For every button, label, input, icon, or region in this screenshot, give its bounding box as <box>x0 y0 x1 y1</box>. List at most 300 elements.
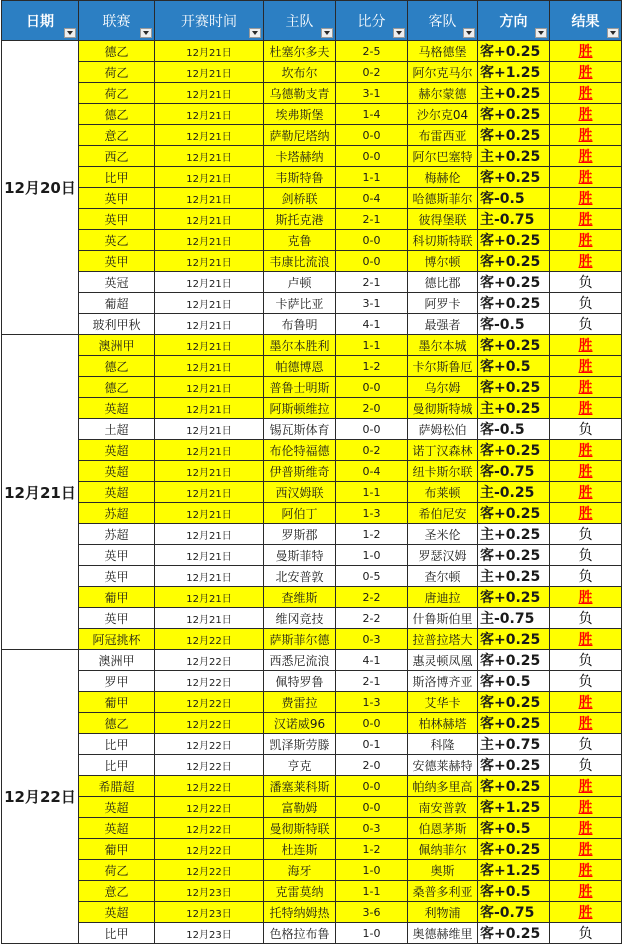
score-cell[interactable]: 0-1 <box>336 734 408 755</box>
home-team-cell[interactable]: 杜连斯 <box>264 839 336 860</box>
score-cell[interactable]: 3-1 <box>336 293 408 314</box>
kickoff-time-cell[interactable]: 12月23日 <box>155 902 264 923</box>
league-cell[interactable]: 比甲 <box>79 923 155 944</box>
league-cell[interactable]: 德乙 <box>79 713 155 734</box>
league-cell[interactable]: 比甲 <box>79 167 155 188</box>
handicap-direction-cell[interactable]: 客+0.25 <box>478 125 550 146</box>
filter-dropdown-icon[interactable] <box>249 28 261 38</box>
result-cell[interactable]: 胜 <box>550 335 622 356</box>
league-cell[interactable]: 葡甲 <box>79 692 155 713</box>
result-cell[interactable]: 胜 <box>550 440 622 461</box>
away-team-cell[interactable]: 希伯尼安 <box>408 503 478 524</box>
kickoff-time-cell[interactable]: 12月21日 <box>155 167 264 188</box>
kickoff-time-cell[interactable]: 12月22日 <box>155 713 264 734</box>
home-team-cell[interactable]: 凯泽斯劳滕 <box>264 734 336 755</box>
kickoff-time-cell[interactable]: 12月21日 <box>155 461 264 482</box>
result-cell[interactable]: 负 <box>550 314 622 335</box>
handicap-direction-cell[interactable]: 主-0.75 <box>478 608 550 629</box>
result-cell[interactable]: 胜 <box>550 839 622 860</box>
away-team-cell[interactable]: 卡尔斯鲁厄 <box>408 356 478 377</box>
league-cell[interactable]: 英超 <box>79 398 155 419</box>
home-team-cell[interactable]: 曼斯菲特 <box>264 545 336 566</box>
away-team-cell[interactable]: 科切斯特联 <box>408 230 478 251</box>
handicap-direction-cell[interactable]: 客+0.25 <box>478 230 550 251</box>
handicap-direction-cell[interactable]: 客-0.75 <box>478 902 550 923</box>
result-cell[interactable]: 胜 <box>550 713 622 734</box>
handicap-direction-cell[interactable]: 客+0.25 <box>478 41 550 62</box>
result-cell[interactable]: 胜 <box>550 188 622 209</box>
away-team-cell[interactable]: 萨姆松伯 <box>408 419 478 440</box>
result-cell[interactable]: 负 <box>550 566 622 587</box>
away-team-cell[interactable]: 柏林赫塔 <box>408 713 478 734</box>
handicap-direction-cell[interactable]: 主+0.25 <box>478 83 550 104</box>
away-team-cell[interactable]: 惠灵顿凤凰 <box>408 650 478 671</box>
league-cell[interactable]: 比甲 <box>79 755 155 776</box>
home-team-cell[interactable]: 查维斯 <box>264 587 336 608</box>
kickoff-time-cell[interactable]: 12月22日 <box>155 797 264 818</box>
filter-dropdown-icon[interactable] <box>535 28 547 38</box>
league-cell[interactable]: 比甲 <box>79 734 155 755</box>
filter-dropdown-icon[interactable] <box>607 28 619 38</box>
league-cell[interactable]: 荷乙 <box>79 83 155 104</box>
handicap-direction-cell[interactable]: 客+0.25 <box>478 104 550 125</box>
away-team-cell[interactable]: 最强者 <box>408 314 478 335</box>
home-team-cell[interactable]: 韦康比流浪 <box>264 251 336 272</box>
score-cell[interactable]: 1-0 <box>336 860 408 881</box>
league-cell[interactable]: 希腊超 <box>79 776 155 797</box>
league-cell[interactable]: 英超 <box>79 440 155 461</box>
score-cell[interactable]: 2-0 <box>336 755 408 776</box>
handicap-direction-cell[interactable]: 客+0.5 <box>478 356 550 377</box>
result-cell[interactable]: 胜 <box>550 692 622 713</box>
handicap-direction-cell[interactable]: 客+0.25 <box>478 650 550 671</box>
score-cell[interactable]: 3-6 <box>336 902 408 923</box>
result-cell[interactable]: 胜 <box>550 41 622 62</box>
date-group-cell[interactable]: 12月20日 <box>2 41 79 335</box>
away-team-cell[interactable]: 拉普拉塔大 <box>408 629 478 650</box>
handicap-direction-cell[interactable]: 客+1.25 <box>478 62 550 83</box>
league-cell[interactable]: 荷乙 <box>79 62 155 83</box>
away-team-cell[interactable]: 梅赫伦 <box>408 167 478 188</box>
league-cell[interactable]: 英甲 <box>79 566 155 587</box>
league-cell[interactable]: 澳洲甲 <box>79 335 155 356</box>
handicap-direction-cell[interactable]: 客+1.25 <box>478 797 550 818</box>
handicap-direction-cell[interactable]: 客+0.25 <box>478 272 550 293</box>
away-team-cell[interactable]: 阿尔克马尔 <box>408 62 478 83</box>
league-cell[interactable]: 意乙 <box>79 125 155 146</box>
away-team-cell[interactable]: 纽卡斯尔联 <box>408 461 478 482</box>
result-cell[interactable]: 负 <box>550 923 622 944</box>
away-team-cell[interactable]: 圣米伦 <box>408 524 478 545</box>
handicap-direction-cell[interactable]: 主+0.75 <box>478 734 550 755</box>
handicap-direction-cell[interactable]: 客+0.25 <box>478 545 550 566</box>
score-cell[interactable]: 0-3 <box>336 629 408 650</box>
handicap-direction-cell[interactable]: 客+0.25 <box>478 167 550 188</box>
date-group-cell[interactable]: 12月22日 <box>2 650 79 944</box>
away-team-cell[interactable]: 乌尔姆 <box>408 377 478 398</box>
home-team-cell[interactable]: 富勒姆 <box>264 797 336 818</box>
away-team-cell[interactable]: 利物浦 <box>408 902 478 923</box>
handicap-direction-cell[interactable]: 客+0.5 <box>478 818 550 839</box>
league-cell[interactable]: 罗甲 <box>79 671 155 692</box>
kickoff-time-cell[interactable]: 12月21日 <box>155 314 264 335</box>
away-team-cell[interactable]: 科隆 <box>408 734 478 755</box>
handicap-direction-cell[interactable]: 客+0.25 <box>478 692 550 713</box>
date-group-cell[interactable]: 12月21日 <box>2 335 79 650</box>
score-cell[interactable]: 1-1 <box>336 881 408 902</box>
result-cell[interactable]: 胜 <box>550 62 622 83</box>
away-team-cell[interactable]: 罗瑟汉姆 <box>408 545 478 566</box>
league-cell[interactable]: 德乙 <box>79 41 155 62</box>
home-team-cell[interactable]: 剑桥联 <box>264 188 336 209</box>
away-team-cell[interactable]: 桑普多利亚 <box>408 881 478 902</box>
score-cell[interactable]: 1-2 <box>336 524 408 545</box>
league-cell[interactable]: 英超 <box>79 482 155 503</box>
home-team-cell[interactable]: 卡萨比亚 <box>264 293 336 314</box>
kickoff-time-cell[interactable]: 12月21日 <box>155 293 264 314</box>
league-cell[interactable]: 荷乙 <box>79 860 155 881</box>
home-team-cell[interactable]: 阿伯丁 <box>264 503 336 524</box>
result-cell[interactable]: 胜 <box>550 902 622 923</box>
kickoff-time-cell[interactable]: 12月21日 <box>155 503 264 524</box>
league-cell[interactable]: 苏超 <box>79 503 155 524</box>
kickoff-time-cell[interactable]: 12月21日 <box>155 272 264 293</box>
away-team-cell[interactable]: 南安普敦 <box>408 797 478 818</box>
score-cell[interactable]: 1-1 <box>336 167 408 188</box>
kickoff-time-cell[interactable]: 12月22日 <box>155 650 264 671</box>
away-team-cell[interactable]: 帕纳多里高 <box>408 776 478 797</box>
score-cell[interactable]: 0-5 <box>336 566 408 587</box>
score-cell[interactable]: 1-0 <box>336 923 408 944</box>
handicap-direction-cell[interactable]: 客+0.5 <box>478 881 550 902</box>
score-cell[interactable]: 4-1 <box>336 650 408 671</box>
handicap-direction-cell[interactable]: 客-0.5 <box>478 188 550 209</box>
handicap-direction-cell[interactable]: 客+1.25 <box>478 860 550 881</box>
away-team-cell[interactable]: 佩纳菲尔 <box>408 839 478 860</box>
result-cell[interactable]: 胜 <box>550 104 622 125</box>
kickoff-time-cell[interactable]: 12月21日 <box>155 251 264 272</box>
league-cell[interactable]: 英甲 <box>79 545 155 566</box>
score-cell[interactable]: 0-2 <box>336 440 408 461</box>
result-cell[interactable]: 胜 <box>550 881 622 902</box>
handicap-direction-cell[interactable]: 主+0.25 <box>478 398 550 419</box>
handicap-direction-cell[interactable]: 客+0.25 <box>478 839 550 860</box>
away-team-cell[interactable]: 马格德堡 <box>408 41 478 62</box>
score-cell[interactable]: 2-1 <box>336 671 408 692</box>
handicap-direction-cell[interactable]: 客+0.25 <box>478 377 550 398</box>
away-team-cell[interactable]: 墨尔本城 <box>408 335 478 356</box>
home-team-cell[interactable]: 亨克 <box>264 755 336 776</box>
home-team-cell[interactable]: 布鲁明 <box>264 314 336 335</box>
kickoff-time-cell[interactable]: 12月21日 <box>155 545 264 566</box>
score-cell[interactable]: 0-0 <box>336 125 408 146</box>
filter-dropdown-icon[interactable] <box>140 28 152 38</box>
home-team-cell[interactable]: 乌德勒支青 <box>264 83 336 104</box>
handicap-direction-cell[interactable]: 主-0.75 <box>478 209 550 230</box>
home-team-cell[interactable]: 阿斯顿维拉 <box>264 398 336 419</box>
score-cell[interactable]: 0-0 <box>336 797 408 818</box>
away-team-cell[interactable]: 沙尔克04 <box>408 104 478 125</box>
league-cell[interactable]: 葡甲 <box>79 839 155 860</box>
kickoff-time-cell[interactable]: 12月21日 <box>155 419 264 440</box>
filter-dropdown-icon[interactable] <box>463 28 475 38</box>
away-team-cell[interactable]: 奥德赫维里 <box>408 923 478 944</box>
home-team-cell[interactable]: 罗斯郡 <box>264 524 336 545</box>
score-cell[interactable]: 0-0 <box>336 251 408 272</box>
result-cell[interactable]: 胜 <box>550 860 622 881</box>
home-team-cell[interactable]: 帕德博恩 <box>264 356 336 377</box>
result-cell[interactable]: 胜 <box>550 209 622 230</box>
kickoff-time-cell[interactable]: 12月21日 <box>155 62 264 83</box>
kickoff-time-cell[interactable]: 12月21日 <box>155 356 264 377</box>
result-cell[interactable]: 胜 <box>550 230 622 251</box>
league-cell[interactable]: 澳洲甲 <box>79 650 155 671</box>
away-team-cell[interactable]: 博尔顿 <box>408 251 478 272</box>
away-team-cell[interactable]: 伯恩茅斯 <box>408 818 478 839</box>
handicap-direction-cell[interactable]: 客+0.5 <box>478 671 550 692</box>
away-team-cell[interactable]: 艾华卡 <box>408 692 478 713</box>
result-cell[interactable]: 负 <box>550 545 622 566</box>
kickoff-time-cell[interactable]: 12月21日 <box>155 335 264 356</box>
filter-dropdown-icon[interactable] <box>393 28 405 38</box>
league-cell[interactable]: 英甲 <box>79 188 155 209</box>
handicap-direction-cell[interactable]: 客+0.25 <box>478 923 550 944</box>
kickoff-time-cell[interactable]: 12月21日 <box>155 83 264 104</box>
score-cell[interactable]: 3-1 <box>336 83 408 104</box>
score-cell[interactable]: 1-2 <box>336 839 408 860</box>
home-team-cell[interactable]: 色格拉布鲁 <box>264 923 336 944</box>
kickoff-time-cell[interactable]: 12月22日 <box>155 671 264 692</box>
home-team-cell[interactable]: 埃弗斯堡 <box>264 104 336 125</box>
kickoff-time-cell[interactable]: 12月22日 <box>155 755 264 776</box>
result-cell[interactable]: 负 <box>550 272 622 293</box>
score-cell[interactable]: 0-0 <box>336 713 408 734</box>
away-team-cell[interactable]: 诺丁汉森林 <box>408 440 478 461</box>
result-cell[interactable]: 胜 <box>550 776 622 797</box>
home-team-cell[interactable]: 潘塞莱科斯 <box>264 776 336 797</box>
home-team-cell[interactable]: 普鲁士明斯 <box>264 377 336 398</box>
kickoff-time-cell[interactable]: 12月22日 <box>155 860 264 881</box>
kickoff-time-cell[interactable]: 12月21日 <box>155 188 264 209</box>
away-team-cell[interactable]: 哈德斯菲尔 <box>408 188 478 209</box>
result-cell[interactable]: 胜 <box>550 356 622 377</box>
result-cell[interactable]: 胜 <box>550 377 622 398</box>
result-cell[interactable]: 胜 <box>550 461 622 482</box>
kickoff-time-cell[interactable]: 12月21日 <box>155 125 264 146</box>
home-team-cell[interactable]: 锡瓦斯体育 <box>264 419 336 440</box>
league-cell[interactable]: 英超 <box>79 461 155 482</box>
league-cell[interactable]: 英冠 <box>79 272 155 293</box>
home-team-cell[interactable]: 北安普敦 <box>264 566 336 587</box>
filter-dropdown-icon[interactable] <box>321 28 333 38</box>
handicap-direction-cell[interactable]: 主-0.25 <box>478 482 550 503</box>
result-cell[interactable]: 胜 <box>550 482 622 503</box>
away-team-cell[interactable]: 什鲁斯伯里 <box>408 608 478 629</box>
score-cell[interactable]: 2-5 <box>336 41 408 62</box>
score-cell[interactable]: 0-4 <box>336 188 408 209</box>
score-cell[interactable]: 0-3 <box>336 818 408 839</box>
home-team-cell[interactable]: 萨斯菲尔德 <box>264 629 336 650</box>
result-cell[interactable]: 负 <box>550 419 622 440</box>
league-cell[interactable]: 英超 <box>79 818 155 839</box>
away-team-cell[interactable]: 曼彻斯特城 <box>408 398 478 419</box>
score-cell[interactable]: 1-0 <box>336 545 408 566</box>
filter-dropdown-icon[interactable] <box>64 28 76 38</box>
away-team-cell[interactable]: 唐迪拉 <box>408 587 478 608</box>
handicap-direction-cell[interactable]: 客+0.25 <box>478 503 550 524</box>
away-team-cell[interactable]: 斯洛博齐亚 <box>408 671 478 692</box>
result-cell[interactable]: 负 <box>550 755 622 776</box>
league-cell[interactable]: 意乙 <box>79 881 155 902</box>
result-cell[interactable]: 胜 <box>550 503 622 524</box>
score-cell[interactable]: 1-1 <box>336 482 408 503</box>
kickoff-time-cell[interactable]: 12月22日 <box>155 734 264 755</box>
away-team-cell[interactable]: 安德莱赫特 <box>408 755 478 776</box>
score-cell[interactable]: 0-0 <box>336 377 408 398</box>
result-cell[interactable]: 负 <box>550 608 622 629</box>
score-cell[interactable]: 1-3 <box>336 503 408 524</box>
league-cell[interactable]: 葡甲 <box>79 587 155 608</box>
handicap-direction-cell[interactable]: 主+0.25 <box>478 566 550 587</box>
home-team-cell[interactable]: 克鲁 <box>264 230 336 251</box>
kickoff-time-cell[interactable]: 12月21日 <box>155 440 264 461</box>
kickoff-time-cell[interactable]: 12月21日 <box>155 482 264 503</box>
kickoff-time-cell[interactable]: 12月21日 <box>155 146 264 167</box>
home-team-cell[interactable]: 杜塞尔多夫 <box>264 41 336 62</box>
result-cell[interactable]: 负 <box>550 734 622 755</box>
league-cell[interactable]: 英乙 <box>79 230 155 251</box>
score-cell[interactable]: 0-0 <box>336 146 408 167</box>
kickoff-time-cell[interactable]: 12月21日 <box>155 377 264 398</box>
score-cell[interactable]: 1-4 <box>336 104 408 125</box>
league-cell[interactable]: 德乙 <box>79 377 155 398</box>
score-cell[interactable]: 4-1 <box>336 314 408 335</box>
league-cell[interactable]: 英超 <box>79 902 155 923</box>
kickoff-time-cell[interactable]: 12月21日 <box>155 566 264 587</box>
score-cell[interactable]: 0-4 <box>336 461 408 482</box>
away-team-cell[interactable]: 彼得堡联 <box>408 209 478 230</box>
result-cell[interactable]: 胜 <box>550 818 622 839</box>
away-team-cell[interactable]: 布莱顿 <box>408 482 478 503</box>
score-cell[interactable]: 0-2 <box>336 62 408 83</box>
result-cell[interactable]: 胜 <box>550 587 622 608</box>
away-team-cell[interactable]: 赫尔蒙德 <box>408 83 478 104</box>
league-cell[interactable]: 英甲 <box>79 251 155 272</box>
kickoff-time-cell[interactable]: 12月21日 <box>155 104 264 125</box>
handicap-direction-cell[interactable]: 客+0.25 <box>478 776 550 797</box>
league-cell[interactable]: 西乙 <box>79 146 155 167</box>
score-cell[interactable]: 1-2 <box>336 356 408 377</box>
away-team-cell[interactable]: 布雷西亚 <box>408 125 478 146</box>
kickoff-time-cell[interactable]: 12月21日 <box>155 398 264 419</box>
score-cell[interactable]: 2-2 <box>336 587 408 608</box>
score-cell[interactable]: 2-2 <box>336 608 408 629</box>
home-team-cell[interactable]: 坎布尔 <box>264 62 336 83</box>
league-cell[interactable]: 阿冠挑杯 <box>79 629 155 650</box>
league-cell[interactable]: 苏超 <box>79 524 155 545</box>
result-cell[interactable]: 负 <box>550 293 622 314</box>
home-team-cell[interactable]: 斯托克港 <box>264 209 336 230</box>
handicap-direction-cell[interactable]: 客+0.25 <box>478 251 550 272</box>
league-cell[interactable]: 土超 <box>79 419 155 440</box>
league-cell[interactable]: 英甲 <box>79 209 155 230</box>
home-team-cell[interactable]: 克雷莫纳 <box>264 881 336 902</box>
kickoff-time-cell[interactable]: 12月21日 <box>155 41 264 62</box>
away-team-cell[interactable]: 阿尔巴塞特 <box>408 146 478 167</box>
home-team-cell[interactable]: 佩特罗鲁 <box>264 671 336 692</box>
home-team-cell[interactable]: 汉诺威96 <box>264 713 336 734</box>
score-cell[interactable]: 2-1 <box>336 272 408 293</box>
kickoff-time-cell[interactable]: 12月22日 <box>155 692 264 713</box>
result-cell[interactable]: 负 <box>550 524 622 545</box>
score-cell[interactable]: 1-3 <box>336 692 408 713</box>
away-team-cell[interactable]: 查尔顿 <box>408 566 478 587</box>
home-team-cell[interactable]: 布伦特福德 <box>264 440 336 461</box>
handicap-direction-cell[interactable]: 主+0.25 <box>478 146 550 167</box>
away-team-cell[interactable]: 阿罗卡 <box>408 293 478 314</box>
handicap-direction-cell[interactable]: 客+0.25 <box>478 587 550 608</box>
league-cell[interactable]: 德乙 <box>79 104 155 125</box>
handicap-direction-cell[interactable]: 客+0.25 <box>478 713 550 734</box>
home-team-cell[interactable]: 海牙 <box>264 860 336 881</box>
result-cell[interactable]: 胜 <box>550 146 622 167</box>
home-team-cell[interactable]: 墨尔本胜利 <box>264 335 336 356</box>
result-cell[interactable]: 胜 <box>550 83 622 104</box>
result-cell[interactable]: 胜 <box>550 398 622 419</box>
handicap-direction-cell[interactable]: 客+0.25 <box>478 629 550 650</box>
score-cell[interactable]: 0-0 <box>336 419 408 440</box>
home-team-cell[interactable]: 费雷拉 <box>264 692 336 713</box>
result-cell[interactable]: 胜 <box>550 797 622 818</box>
kickoff-time-cell[interactable]: 12月21日 <box>155 524 264 545</box>
score-cell[interactable]: 2-0 <box>336 398 408 419</box>
home-team-cell[interactable]: 托特纳姆热 <box>264 902 336 923</box>
home-team-cell[interactable]: 曼彻斯特联 <box>264 818 336 839</box>
home-team-cell[interactable]: 萨勒尼塔纳 <box>264 125 336 146</box>
league-cell[interactable]: 葡超 <box>79 293 155 314</box>
kickoff-time-cell[interactable]: 12月21日 <box>155 608 264 629</box>
away-team-cell[interactable]: 德比郡 <box>408 272 478 293</box>
score-cell[interactable]: 1-1 <box>336 335 408 356</box>
home-team-cell[interactable]: 维冈竞技 <box>264 608 336 629</box>
kickoff-time-cell[interactable]: 12月22日 <box>155 776 264 797</box>
score-cell[interactable]: 2-1 <box>336 209 408 230</box>
result-cell[interactable]: 负 <box>550 650 622 671</box>
result-cell[interactable]: 胜 <box>550 629 622 650</box>
handicap-direction-cell[interactable]: 客+0.25 <box>478 293 550 314</box>
score-cell[interactable]: 0-0 <box>336 776 408 797</box>
kickoff-time-cell[interactable]: 12月21日 <box>155 230 264 251</box>
home-team-cell[interactable]: 卡塔赫纳 <box>264 146 336 167</box>
away-team-cell[interactable]: 奥斯 <box>408 860 478 881</box>
score-cell[interactable]: 0-0 <box>336 230 408 251</box>
home-team-cell[interactable]: 卢顿 <box>264 272 336 293</box>
handicap-direction-cell[interactable]: 客+0.25 <box>478 335 550 356</box>
result-cell[interactable]: 胜 <box>550 167 622 188</box>
kickoff-time-cell[interactable]: 12月21日 <box>155 209 264 230</box>
league-cell[interactable]: 英超 <box>79 797 155 818</box>
league-cell[interactable]: 玻利甲秋 <box>79 314 155 335</box>
result-cell[interactable]: 负 <box>550 671 622 692</box>
home-team-cell[interactable]: 韦斯特鲁 <box>264 167 336 188</box>
handicap-direction-cell[interactable]: 主+0.25 <box>478 524 550 545</box>
handicap-direction-cell[interactable]: 客-0.5 <box>478 314 550 335</box>
handicap-direction-cell[interactable]: 客+0.25 <box>478 440 550 461</box>
league-cell[interactable]: 德乙 <box>79 356 155 377</box>
home-team-cell[interactable]: 西悉尼流浪 <box>264 650 336 671</box>
league-cell[interactable]: 英甲 <box>79 608 155 629</box>
handicap-direction-cell[interactable]: 客+0.25 <box>478 755 550 776</box>
